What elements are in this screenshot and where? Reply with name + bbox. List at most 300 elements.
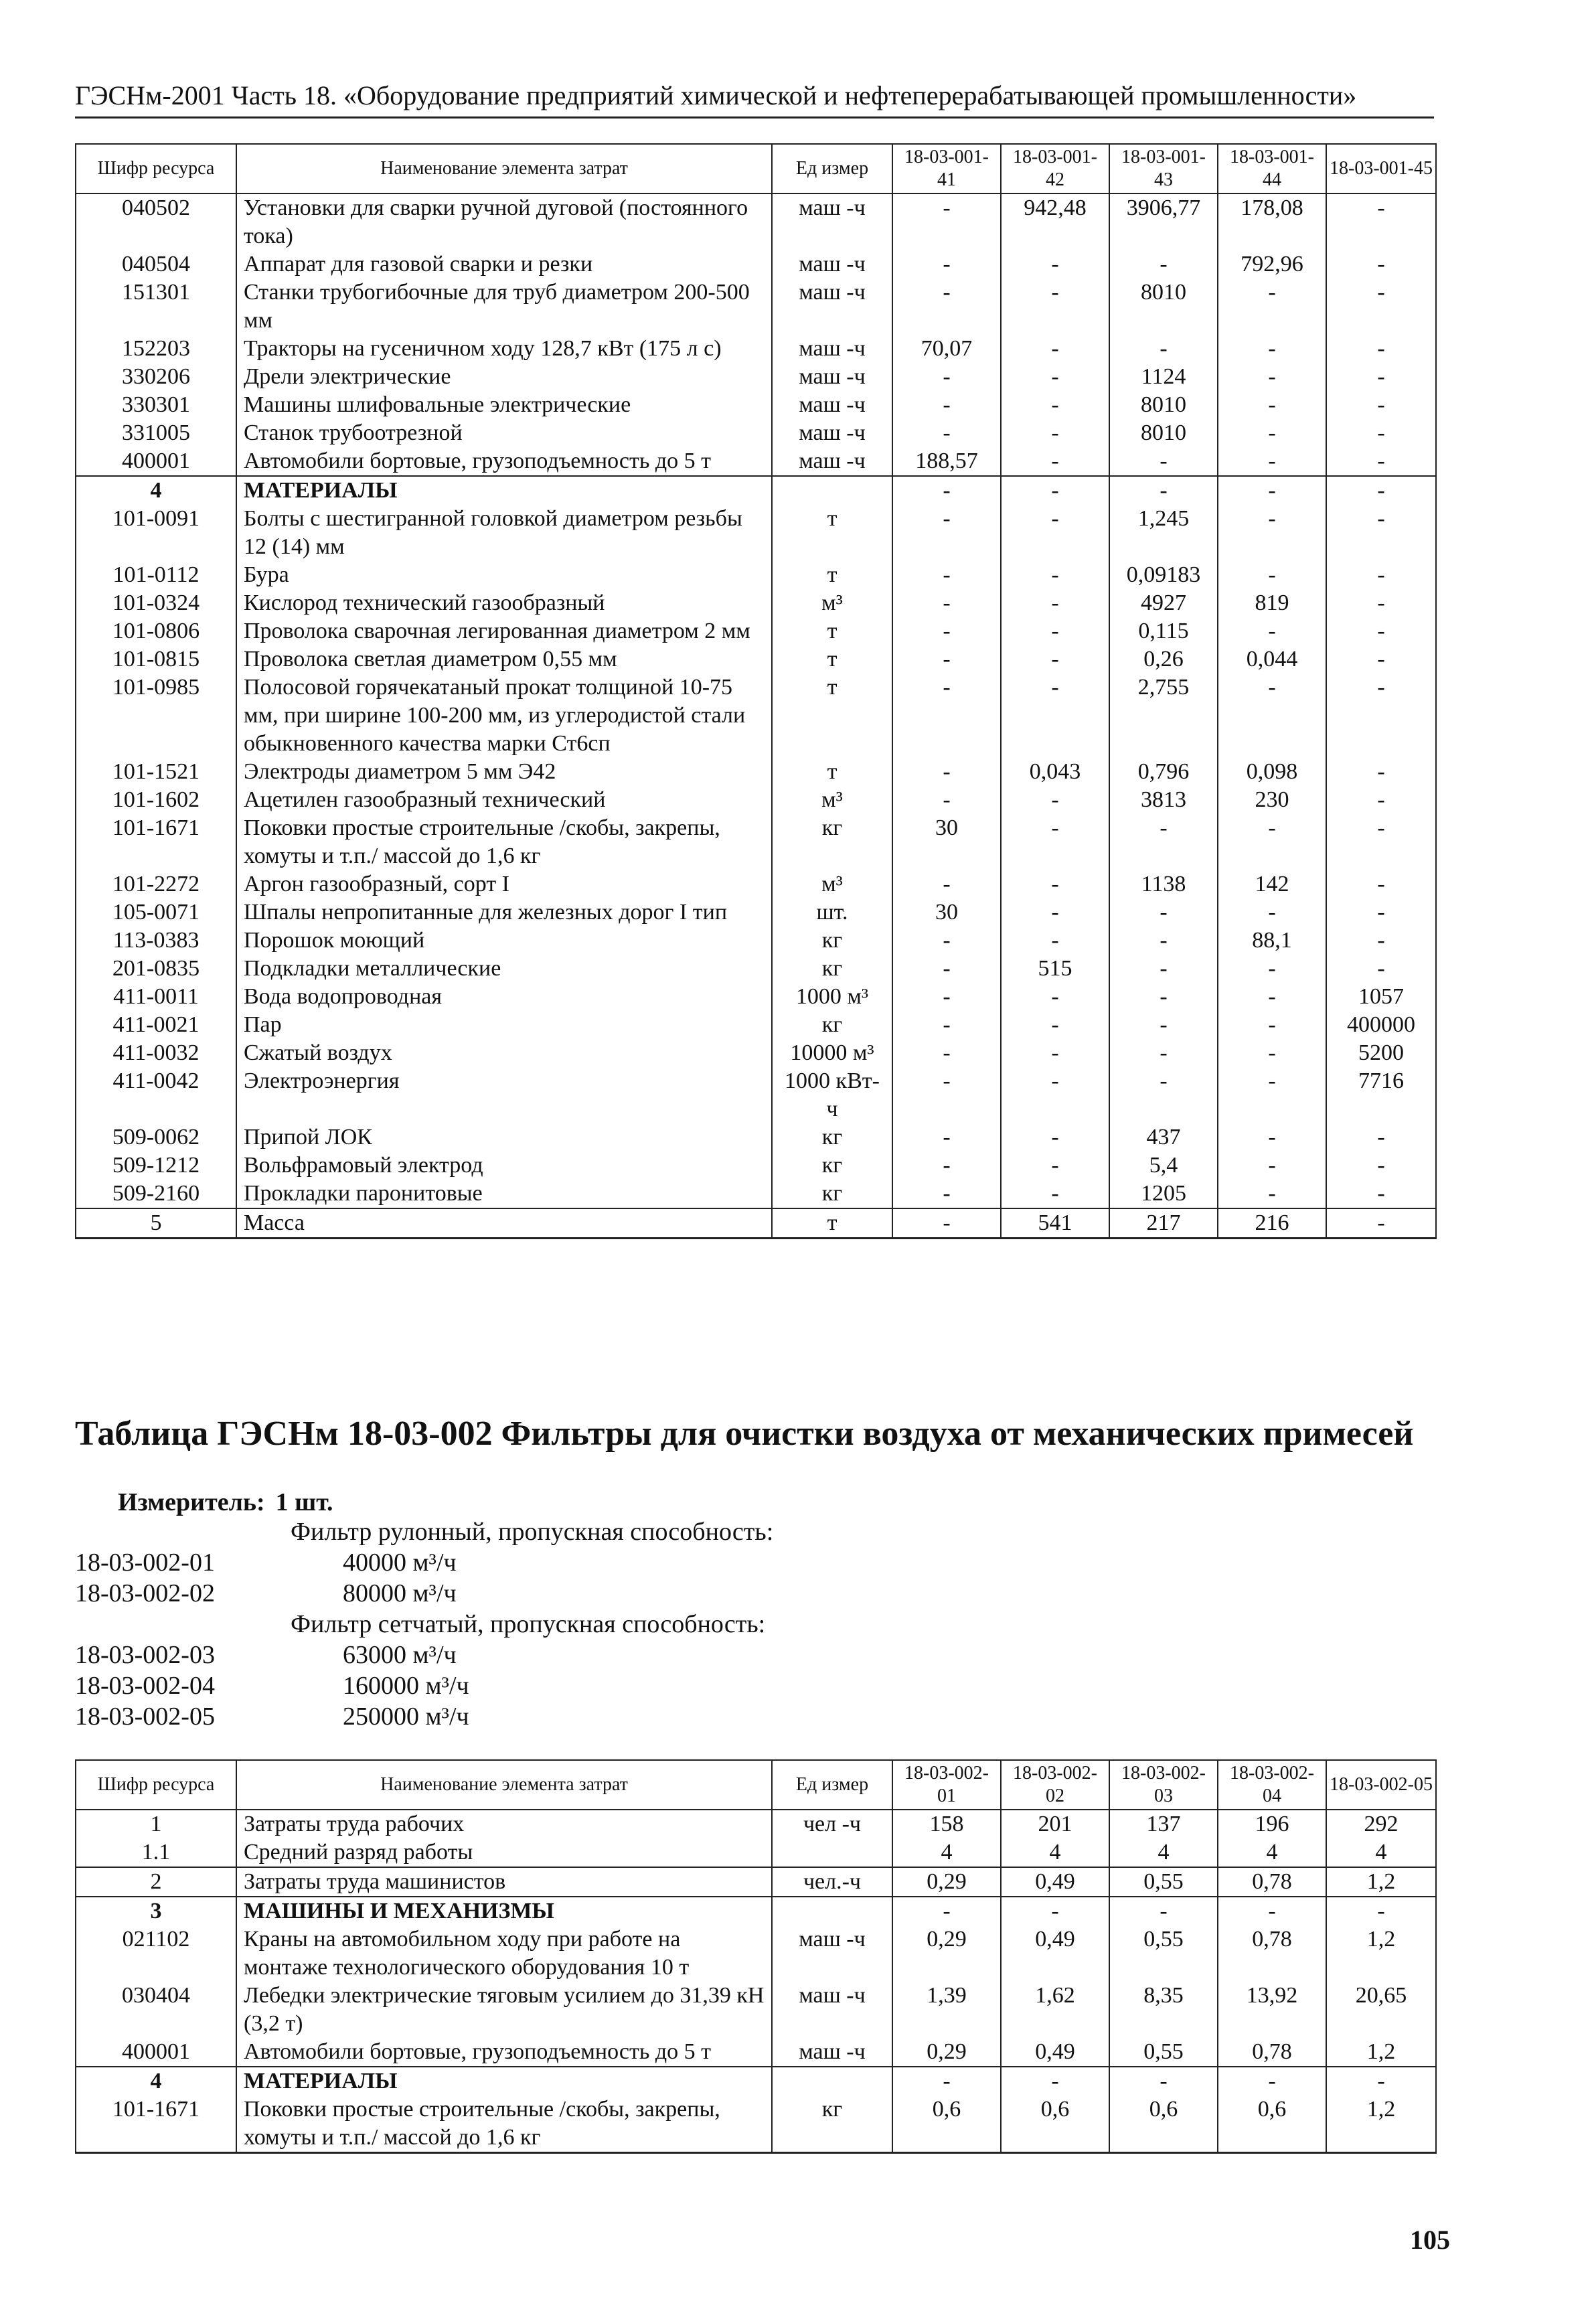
resource-code: 1.1 <box>76 1838 236 1867</box>
norm-value: 4 <box>892 1838 1001 1867</box>
norm-value: - <box>1326 1152 1436 1180</box>
norm-value: - <box>1218 1152 1326 1180</box>
norm-value: - <box>1001 1897 1109 1925</box>
unit-of-measure: шт. <box>772 898 892 927</box>
variant-code: 18-03-002-03 <box>75 1641 215 1669</box>
norm-value: 0,043 <box>1001 758 1109 786</box>
norm-value: - <box>892 505 1001 561</box>
norm-value: - <box>892 2067 1001 2095</box>
norm-value: 437 <box>1109 1123 1218 1152</box>
norm-value: - <box>892 786 1001 814</box>
norm-value: - <box>1001 363 1109 391</box>
norm-value: - <box>1326 505 1436 561</box>
norm-value: 0,55 <box>1109 2038 1218 2067</box>
resource-code: 101-1602 <box>76 786 236 814</box>
norm-value: - <box>1001 645 1109 674</box>
resource-name: Тракторы на гусеничном ходу 128,7 кВт (175 л с) <box>236 335 772 363</box>
norm-value: - <box>1218 419 1326 447</box>
variant-code: 18-03-002-02 <box>75 1579 215 1607</box>
column-header: 18-03-001-42 <box>1001 144 1109 193</box>
variant-code: 18-03-002-05 <box>75 1702 215 1731</box>
norm-value: - <box>892 250 1001 279</box>
norm-value: - <box>892 1897 1001 1925</box>
unit-of-measure: кг <box>772 1011 892 1039</box>
unit-of-measure: маш -ч <box>772 335 892 363</box>
norm-value: 3813 <box>1109 786 1218 814</box>
norm-value: - <box>1218 391 1326 419</box>
resource-code: 1 <box>76 1810 236 1838</box>
table-row <box>76 391 1436 419</box>
norm-value: 0,6 <box>892 2095 1001 2153</box>
norm-value: 196 <box>1218 1810 1326 1838</box>
table-title: Таблица ГЭСНм 18-03-002 Фильтры для очистки воздуха от механических примесей <box>75 1415 1414 1453</box>
norm-value: 142 <box>1218 870 1326 898</box>
norm-value: - <box>892 476 1001 505</box>
resource-name: МАШИНЫ И МЕХАНИЗМЫ <box>236 1897 772 1925</box>
norm-value: 0,78 <box>1218 2038 1326 2067</box>
resource-name: Затраты труда рабочих <box>236 1810 772 1838</box>
norm-value: - <box>1326 1180 1436 1208</box>
norm-value: - <box>1001 927 1109 955</box>
norm-value: 201 <box>1001 1810 1109 1838</box>
norm-value: 20,65 <box>1326 1982 1436 2038</box>
variant-group-heading: Фильтр рулонный, пропускная способность: <box>291 1518 774 1546</box>
column-header: Шифр ресурса <box>76 144 236 193</box>
norm-value: - <box>1001 447 1109 476</box>
norm-value: 188,57 <box>892 447 1001 476</box>
norm-value: - <box>1326 335 1436 363</box>
unit-of-measure: т <box>772 505 892 561</box>
unit-of-measure: т <box>772 617 892 645</box>
table-row <box>76 447 1436 476</box>
resource-name: Поковки простые строительные /скобы, закрепы, хомуты и т.п./ массой до 1,6 кг <box>236 2095 772 2153</box>
norm-value: 0,6 <box>1001 2095 1109 2153</box>
resource-code: 113-0383 <box>76 927 236 955</box>
norm-value: - <box>1001 589 1109 617</box>
norm-value: 1124 <box>1109 363 1218 391</box>
norm-value: 942,48 <box>1001 193 1109 250</box>
norm-value: 0,49 <box>1001 1925 1109 1982</box>
norm-value: - <box>1109 2067 1218 2095</box>
norm-value: - <box>1001 786 1109 814</box>
unit-of-measure: маш -ч <box>772 363 892 391</box>
table-row <box>76 1897 1436 1925</box>
resource-code: 5 <box>76 1208 236 1239</box>
unit-of-measure: м³ <box>772 870 892 898</box>
norm-value: - <box>892 193 1001 250</box>
meter-value: 1 шт. <box>275 1488 333 1516</box>
resource-name: Припой ЛОК <box>236 1123 772 1152</box>
norm-value: 1057 <box>1326 983 1436 1011</box>
unit-of-measure <box>772 1897 892 1925</box>
resource-name: Установки для сварки ручной дуговой (постоянного тока) <box>236 193 772 250</box>
unit-of-measure: кг <box>772 1180 892 1208</box>
resource-name: Бура <box>236 561 772 589</box>
norm-value: - <box>1326 814 1436 870</box>
norm-value: - <box>1218 279 1326 335</box>
unit-of-measure: т <box>772 561 892 589</box>
resource-name: Порошок моющий <box>236 927 772 955</box>
norm-value: - <box>1001 1152 1109 1180</box>
unit-of-measure: 10000 м³ <box>772 1039 892 1067</box>
resource-name: Автомобили бортовые, грузоподъемность до 5 т <box>236 2038 772 2067</box>
table-row <box>76 2067 1436 2095</box>
norm-value: 0,29 <box>892 1867 1001 1897</box>
norm-value: - <box>892 279 1001 335</box>
norm-value: 5,4 <box>1109 1152 1218 1180</box>
norm-value: - <box>892 927 1001 955</box>
norm-value: - <box>1326 363 1436 391</box>
table-row <box>76 1867 1436 1897</box>
unit-of-measure: маш -ч <box>772 250 892 279</box>
norm-value: 515 <box>1001 955 1109 983</box>
unit-of-measure: кг <box>772 1123 892 1152</box>
column-header: 18-03-001-44 <box>1218 144 1326 193</box>
norm-value: - <box>1218 2067 1326 2095</box>
resource-name: Проволока сварочная легированная диаметром 2 мм <box>236 617 772 645</box>
norm-value: 217 <box>1109 1208 1218 1239</box>
resource-name: Аппарат для газовой сварки и резки <box>236 250 772 279</box>
norm-value: 0,49 <box>1001 1867 1109 1897</box>
norm-value: 5200 <box>1326 1039 1436 1067</box>
norm-value: 0,55 <box>1109 1867 1218 1897</box>
norm-value: 1138 <box>1109 870 1218 898</box>
resource-code: 101-0112 <box>76 561 236 589</box>
norm-value: 0,29 <box>892 2038 1001 2067</box>
resource-name: Краны на автомобильном ходу при работе на монтаже технологического оборудования 10 т <box>236 1925 772 1982</box>
norm-value: - <box>1001 505 1109 561</box>
norm-value: - <box>1109 955 1218 983</box>
norm-value: 4 <box>1326 1838 1436 1867</box>
table-header <box>76 1760 1436 1810</box>
unit-of-measure: т <box>772 645 892 674</box>
norm-value: 4 <box>1109 1838 1218 1867</box>
variant-capacity: 40000 м³/ч <box>343 1549 457 1577</box>
norm-value: - <box>1001 419 1109 447</box>
norm-value: - <box>1326 2067 1436 2095</box>
resource-name: Машины шлифовальные электрические <box>236 391 772 419</box>
norm-value: 4927 <box>1109 589 1218 617</box>
norm-value: - <box>892 1208 1001 1239</box>
resource-code: 330206 <box>76 363 236 391</box>
resource-name: Станок трубоотрезной <box>236 419 772 447</box>
norm-value: - <box>1001 250 1109 279</box>
norm-value: - <box>1109 814 1218 870</box>
table-row <box>76 335 1436 363</box>
table-row <box>76 419 1436 447</box>
norm-value: - <box>1001 476 1109 505</box>
unit-of-measure: м³ <box>772 589 892 617</box>
table-row <box>76 870 1436 898</box>
variant-capacity: 250000 м³/ч <box>343 1702 469 1731</box>
table-row <box>76 1180 1436 1208</box>
meter-line <box>118 1488 333 1517</box>
resource-name: Поковки простые строительные /скобы, закрепы, хомуты и т.п./ массой до 1,6 кг <box>236 814 772 870</box>
column-header: 18-03-001-45 <box>1326 144 1436 193</box>
table-row <box>76 476 1436 505</box>
variant-capacity: 63000 м³/ч <box>343 1641 457 1669</box>
norm-value: - <box>1001 1039 1109 1067</box>
norm-value: - <box>1326 589 1436 617</box>
norm-value: - <box>892 1067 1001 1123</box>
table-row <box>76 2038 1436 2067</box>
table-row <box>76 1838 1436 1867</box>
norm-value: - <box>892 758 1001 786</box>
column-header: 18-03-002-01 <box>892 1760 1001 1810</box>
unit-of-measure: маш -ч <box>772 1925 892 1982</box>
column-header: Ед измер <box>772 1760 892 1810</box>
column-header: 18-03-002-04 <box>1218 1760 1326 1810</box>
norm-value: - <box>892 1180 1001 1208</box>
norm-value: - <box>892 1039 1001 1067</box>
norm-value: 8010 <box>1109 419 1218 447</box>
norm-value: 1,2 <box>1326 2095 1436 2153</box>
resource-code: 101-1671 <box>76 2095 236 2153</box>
table-row <box>76 589 1436 617</box>
resource-code: 4 <box>76 476 236 505</box>
norm-value: 1,2 <box>1326 2038 1436 2067</box>
resource-code: 509-0062 <box>76 1123 236 1152</box>
resource-table-18-03-001 <box>75 143 1437 1239</box>
norm-value: 230 <box>1218 786 1326 814</box>
norm-value: - <box>1001 814 1109 870</box>
norm-value: - <box>1109 1039 1218 1067</box>
norm-value: - <box>1326 419 1436 447</box>
resource-table-18-03-002 <box>75 1759 1437 2154</box>
resource-code: 101-1671 <box>76 814 236 870</box>
unit-of-measure: маш -ч <box>772 279 892 335</box>
norm-value: - <box>1001 674 1109 758</box>
norm-value: 0,29 <box>892 1925 1001 1982</box>
resource-code: 411-0011 <box>76 983 236 1011</box>
norm-value: - <box>892 589 1001 617</box>
norm-value: - <box>1109 1897 1218 1925</box>
norm-value: - <box>1218 955 1326 983</box>
table-row <box>76 561 1436 589</box>
norm-value: - <box>1326 955 1436 983</box>
resource-code: 2 <box>76 1867 236 1897</box>
unit-of-measure <box>772 1838 892 1867</box>
norm-value: 216 <box>1218 1208 1326 1239</box>
table-header <box>76 144 1436 193</box>
unit-of-measure: маш -ч <box>772 447 892 476</box>
norm-value: 1,2 <box>1326 1867 1436 1897</box>
norm-value: 1205 <box>1109 1180 1218 1208</box>
resource-name: Кислород технический газообразный <box>236 589 772 617</box>
resource-name: Ацетилен газообразный технический <box>236 786 772 814</box>
column-header: 18-03-001-43 <box>1109 144 1218 193</box>
table-row <box>76 1039 1436 1067</box>
norm-value: 0,6 <box>1109 2095 1218 2153</box>
table-row <box>76 645 1436 674</box>
norm-value: 0,78 <box>1218 1925 1326 1982</box>
unit-of-measure: т <box>772 674 892 758</box>
variant-code: 18-03-002-04 <box>75 1672 215 1700</box>
norm-value: 4 <box>1218 1838 1326 1867</box>
norm-value: - <box>1326 870 1436 898</box>
norm-value: - <box>1326 193 1436 250</box>
resource-name: Автомобили бортовые, грузоподъемность до 5 т <box>236 447 772 476</box>
norm-value: - <box>1109 250 1218 279</box>
norm-value: - <box>892 955 1001 983</box>
norm-value: - <box>892 391 1001 419</box>
norm-value: 541 <box>1001 1208 1109 1239</box>
table-row <box>76 617 1436 645</box>
table-row <box>76 1208 1436 1239</box>
table-row <box>76 1123 1436 1152</box>
resource-name: Лебедки электрические тяговым усилием до 31,39 кН (3,2 т) <box>236 1982 772 2038</box>
resource-name: Шпалы непропитанные для железных дорог I тип <box>236 898 772 927</box>
norm-value: - <box>1001 1123 1109 1152</box>
unit-of-measure: кг <box>772 2095 892 2153</box>
norm-value: - <box>892 1011 1001 1039</box>
resource-name: Сжатый воздух <box>236 1039 772 1067</box>
unit-of-measure: м³ <box>772 786 892 814</box>
norm-value: - <box>1001 561 1109 589</box>
resource-code: 3 <box>76 1897 236 1925</box>
norm-value: 292 <box>1326 1810 1436 1838</box>
norm-value: - <box>1326 1897 1436 1925</box>
norm-value: 0,796 <box>1109 758 1218 786</box>
norm-value: - <box>1218 1039 1326 1067</box>
norm-value: - <box>1218 505 1326 561</box>
resource-name: Аргон газообразный, сорт I <box>236 870 772 898</box>
table-row <box>76 250 1436 279</box>
unit-of-measure: чел.-ч <box>772 1867 892 1897</box>
unit-of-measure: т <box>772 1208 892 1239</box>
table-row <box>76 279 1436 335</box>
norm-value: 792,96 <box>1218 250 1326 279</box>
norm-value: - <box>1001 1180 1109 1208</box>
resource-name: Дрели электрические <box>236 363 772 391</box>
table-row <box>76 814 1436 870</box>
norm-value: - <box>1109 927 1218 955</box>
column-header: Шифр ресурса <box>76 1760 236 1810</box>
resource-name: Средний разряд работы <box>236 1838 772 1867</box>
column-header: 18-03-001-41 <box>892 144 1001 193</box>
resource-code: 151301 <box>76 279 236 335</box>
resource-code: 040502 <box>76 193 236 250</box>
norm-value: - <box>1326 674 1436 758</box>
norm-value: - <box>1109 983 1218 1011</box>
resource-name: Масса <box>236 1208 772 1239</box>
resource-name: Пар <box>236 1011 772 1039</box>
norm-value: - <box>1326 391 1436 419</box>
norm-value: - <box>1326 1123 1436 1152</box>
norm-value: - <box>1326 786 1436 814</box>
norm-value: 1,62 <box>1001 1982 1109 2038</box>
resource-code: 4 <box>76 2067 236 2095</box>
table-row <box>76 898 1436 927</box>
norm-value: 8010 <box>1109 391 1218 419</box>
resource-name: Электроэнергия <box>236 1067 772 1123</box>
unit-of-measure: маш -ч <box>772 193 892 250</box>
norm-value: - <box>1326 561 1436 589</box>
resource-code: 411-0032 <box>76 1039 236 1067</box>
norm-value: - <box>1001 1011 1109 1039</box>
norm-value: 0,098 <box>1218 758 1326 786</box>
column-header: 18-03-002-05 <box>1326 1760 1436 1810</box>
unit-of-measure: кг <box>772 927 892 955</box>
table-row <box>76 1152 1436 1180</box>
resource-name: МАТЕРИАЛЫ <box>236 2067 772 2095</box>
norm-value: - <box>1001 335 1109 363</box>
norm-value: - <box>1001 898 1109 927</box>
resource-code: 101-0324 <box>76 589 236 617</box>
table-row <box>76 1925 1436 1982</box>
resource-code: 201-0835 <box>76 955 236 983</box>
unit-of-measure <box>772 2067 892 2095</box>
norm-value: - <box>1326 927 1436 955</box>
resource-code: 040504 <box>76 250 236 279</box>
page-header: ГЭСНм-2001 Часть 18. «Оборудование предприятий химической и нефтеперерабатывающей промышленности» <box>75 79 1434 118</box>
norm-value: - <box>1326 1208 1436 1239</box>
column-header: 18-03-002-02 <box>1001 1760 1109 1810</box>
norm-value: 819 <box>1218 589 1326 617</box>
norm-value: 0,55 <box>1109 1925 1218 1982</box>
norm-value: - <box>892 561 1001 589</box>
norm-value: - <box>1326 758 1436 786</box>
norm-value: - <box>1001 870 1109 898</box>
unit-of-measure: т <box>772 758 892 786</box>
resource-code: 101-1521 <box>76 758 236 786</box>
norm-value: - <box>892 983 1001 1011</box>
unit-of-measure: кг <box>772 814 892 870</box>
norm-value: 30 <box>892 898 1001 927</box>
norm-value: - <box>892 1123 1001 1152</box>
norm-value: 2,755 <box>1109 674 1218 758</box>
unit-of-measure: 1000 кВт-ч <box>772 1067 892 1123</box>
table-row <box>76 674 1436 758</box>
unit-of-measure: 1000 м³ <box>772 983 892 1011</box>
norm-value: 0,115 <box>1109 617 1218 645</box>
resource-name: Электроды диаметром 5 мм Э42 <box>236 758 772 786</box>
resource-name: Затраты труда машинистов <box>236 1867 772 1897</box>
norm-value: 70,07 <box>892 335 1001 363</box>
resource-code: 411-0021 <box>76 1011 236 1039</box>
norm-value: - <box>1218 1180 1326 1208</box>
resource-name: Полосовой горячекатаный прокат толщиной 10-75 мм, при ширине 100-200 мм, из углеродистой стали обыкновенного качества марки Ст6сп <box>236 674 772 758</box>
resource-code: 101-2272 <box>76 870 236 898</box>
variant-capacity: 80000 м³/ч <box>343 1579 457 1607</box>
resource-code: 509-1212 <box>76 1152 236 1180</box>
resource-code: 411-0042 <box>76 1067 236 1123</box>
unit-of-measure <box>772 476 892 505</box>
norm-value: 0,49 <box>1001 2038 1109 2067</box>
column-header: Наименование элемента затрат <box>236 1760 772 1810</box>
norm-value: - <box>1326 476 1436 505</box>
norm-value: - <box>1001 2067 1109 2095</box>
resource-code: 105-0071 <box>76 898 236 927</box>
resource-name: Прокладки паронитовые <box>236 1180 772 1208</box>
norm-value: - <box>1001 983 1109 1011</box>
norm-value: - <box>1218 1011 1326 1039</box>
resource-code: 021102 <box>76 1925 236 1982</box>
norm-value: 8,35 <box>1109 1982 1218 2038</box>
norm-value: - <box>1109 1011 1218 1039</box>
norm-value: - <box>1326 645 1436 674</box>
norm-value: - <box>1218 561 1326 589</box>
norm-value: - <box>1326 617 1436 645</box>
norm-value: 1,39 <box>892 1982 1001 2038</box>
variant-code: 18-03-002-01 <box>75 1549 215 1577</box>
norm-value: - <box>892 645 1001 674</box>
table-row <box>76 505 1436 561</box>
table-row <box>76 1810 1436 1838</box>
norm-value: 13,92 <box>1218 1982 1326 2038</box>
norm-value: 137 <box>1109 1810 1218 1838</box>
resource-name: Болты с шестигранной головкой диаметром резьбы 12 (14) мм <box>236 505 772 561</box>
